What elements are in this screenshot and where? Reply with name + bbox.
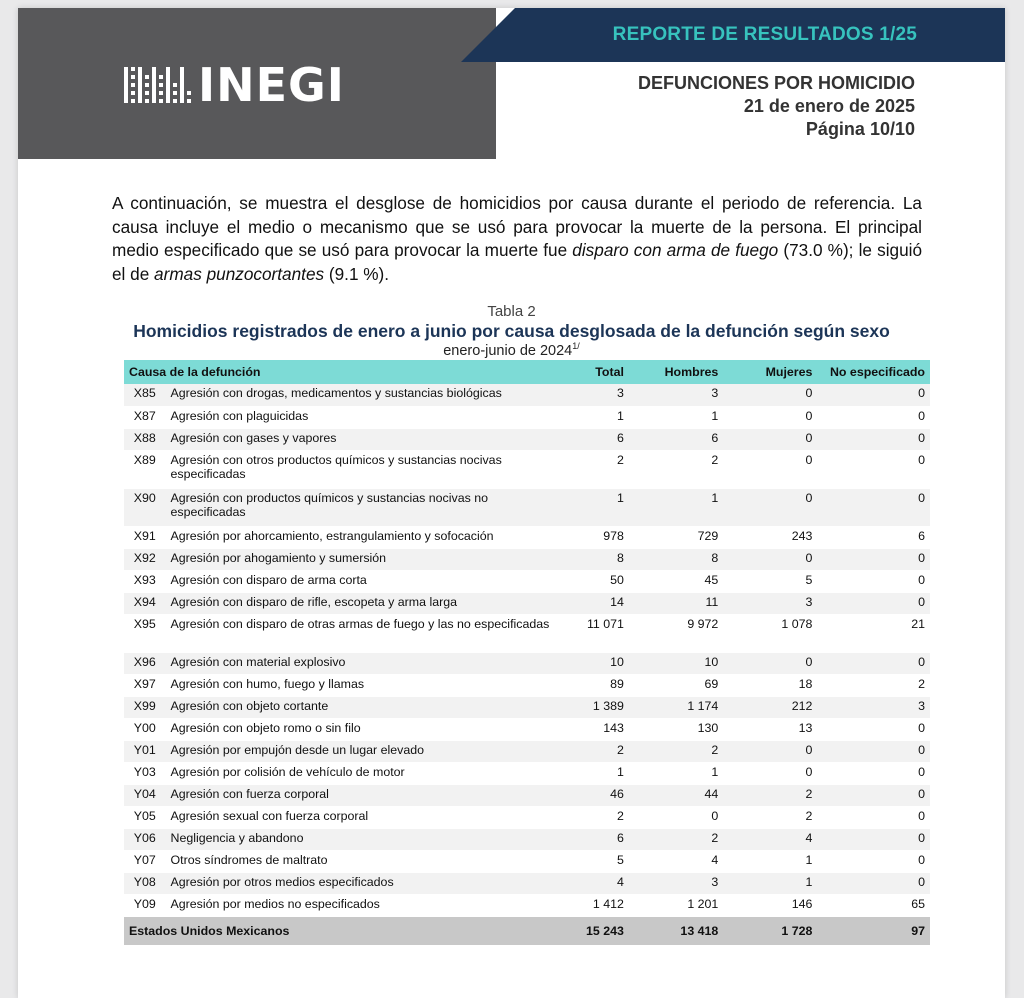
row-mujeres: 2 [723, 806, 817, 828]
row-no-especificado: 0 [817, 806, 930, 828]
table-row [124, 718, 930, 740]
row-description: Agresión con drogas, medicamentos y sustancias biológicas [166, 384, 561, 406]
row-code: X88 [124, 428, 166, 450]
row-hombres: 1 [629, 406, 723, 428]
intro-text-2: (73.0 %); le siguió el de [112, 240, 923, 284]
row-mujeres: 212 [723, 696, 817, 718]
table-row [124, 850, 930, 872]
row-code: Y00 [124, 718, 166, 740]
row-code: X87 [124, 406, 166, 428]
header-mujeres: Mujeres [723, 360, 817, 384]
row-mujeres: 3 [723, 592, 817, 614]
inegi-logo [122, 58, 345, 112]
row-code: X94 [124, 592, 166, 614]
header-total: Total [560, 360, 628, 384]
row-no-especificado: 0 [817, 406, 930, 428]
row-code: Y04 [124, 784, 166, 806]
document-date: 21 de enero de 2025 [743, 96, 915, 116]
header-no-especificado: No especificado [817, 360, 930, 384]
table-row [124, 674, 930, 696]
row-no-especificado: 0 [817, 740, 930, 762]
row-mujeres: 0 [723, 762, 817, 784]
table-label: Tabla 2 [487, 303, 536, 320]
row-mujeres: 13 [723, 718, 817, 740]
row-description: Agresión por otros medios especificados [166, 872, 561, 894]
row-total: 1 412 [560, 894, 628, 916]
row-description: Agresión por ahorcamiento, estrangulamiento y sofocación [166, 526, 561, 548]
row-description: Agresión con otros productos químicos y sustancias nocivas especificadas [166, 450, 561, 488]
row-description: Agresión con objeto romo o sin filo [166, 718, 561, 740]
table-row [124, 652, 930, 674]
row-description: Agresión sexual con fuerza corporal [166, 806, 561, 828]
row-no-especificado: 0 [817, 718, 930, 740]
row-no-especificado: 0 [817, 548, 930, 570]
row-mujeres: 2 [723, 784, 817, 806]
row-description: Agresión con disparo de rifle, escopeta y arma larga [166, 592, 561, 614]
row-description: Agresión por empujón desde un lugar elevado [166, 740, 561, 762]
row-hombres: 2 [629, 828, 723, 850]
row-hombres: 69 [629, 674, 723, 696]
row-mujeres: 146 [723, 894, 817, 916]
row-hombres: 44 [629, 784, 723, 806]
row-total: 143 [560, 718, 628, 740]
row-description: Agresión con plaguicidas [166, 406, 561, 428]
row-no-especificado: 0 [817, 872, 930, 894]
document-page [18, 8, 1005, 998]
row-description: Agresión por ahogamiento y sumersión [166, 548, 561, 570]
row-hombres: 4 [629, 850, 723, 872]
row-no-especificado: 0 [817, 828, 930, 850]
row-hombres: 11 [629, 592, 723, 614]
row-mujeres: 243 [723, 526, 817, 548]
document-info [638, 72, 915, 141]
table-row [124, 406, 930, 428]
row-hombres: 729 [629, 526, 723, 548]
row-description: Agresión con objeto cortante [166, 696, 561, 718]
row-code: X91 [124, 526, 166, 548]
row-description: Agresión con humo, fuego y llamas [166, 674, 561, 696]
row-hombres: 6 [629, 428, 723, 450]
row-hombres: 1 201 [629, 894, 723, 916]
row-description: Agresión con fuerza corporal [166, 784, 561, 806]
row-code: Y09 [124, 894, 166, 916]
row-description: Agresión por medios no especificados [166, 894, 561, 916]
row-description: Agresión con material explosivo [166, 652, 561, 674]
row-hombres: 2 [629, 740, 723, 762]
table-row [124, 614, 930, 652]
row-hombres: 3 [629, 872, 723, 894]
row-hombres: 1 [629, 762, 723, 784]
row-total: 1 [560, 406, 628, 428]
row-description: Negligencia y abandono [166, 828, 561, 850]
header-causa: Causa de la defunción [124, 360, 560, 384]
row-no-especificado: 3 [817, 696, 930, 718]
row-description: Agresión con productos químicos y sustancias nocivas no especificadas [166, 488, 561, 526]
row-total: 50 [560, 570, 628, 592]
row-total: 1 [560, 488, 628, 526]
row-total: 10 [560, 652, 628, 674]
row-no-especificado: 0 [817, 784, 930, 806]
page-number: Página 10/10 [805, 119, 915, 139]
row-mujeres: 0 [723, 384, 817, 406]
row-mujeres: 1 [723, 872, 817, 894]
row-code: X96 [124, 652, 166, 674]
row-no-especificado: 21 [817, 614, 930, 652]
row-mujeres: 0 [723, 428, 817, 450]
table-row [124, 784, 930, 806]
row-description: Agresión con disparo de arma corta [166, 570, 561, 592]
row-total: 89 [560, 674, 628, 696]
table-row [124, 592, 930, 614]
intro-text-1: A continuación, se muestra el desglose de homicidios por causa durante el periodo de referencia. La causa incluye el medio o mecanismo que se usó para provocar la muerte de la persona. El principal medio especificado que se usó para provocar la muerte fue [112, 193, 922, 260]
intro-text-3: (9.1 %). [324, 263, 390, 284]
total-total: 15 243 [560, 916, 628, 945]
row-mujeres: 1 078 [723, 614, 817, 652]
table-body [124, 384, 930, 945]
row-hombres: 9 972 [629, 614, 723, 652]
row-total: 46 [560, 784, 628, 806]
row-hombres: 1 [629, 488, 723, 526]
row-total: 2 [560, 740, 628, 762]
row-mujeres: 5 [723, 570, 817, 592]
row-total: 4 [560, 872, 628, 894]
row-no-especificado: 2 [817, 674, 930, 696]
row-mujeres: 4 [723, 828, 817, 850]
row-code: X89 [124, 450, 166, 488]
table-subtitle [18, 341, 1005, 359]
table-row [124, 872, 930, 894]
row-code: Y07 [124, 850, 166, 872]
row-mujeres: 0 [723, 488, 817, 526]
row-no-especificado: 0 [817, 762, 930, 784]
row-no-especificado: 0 [817, 850, 930, 872]
inegi-logo-dots-icon [122, 65, 192, 105]
total-label: Estados Unidos Mexicanos [124, 916, 560, 945]
row-no-especificado: 0 [817, 652, 930, 674]
table-title: Homicidios registrados de enero a junio por causa desglosada de la defunción según sexo [133, 321, 890, 341]
row-code: Y03 [124, 762, 166, 784]
table-row [124, 894, 930, 916]
row-total: 11 071 [560, 614, 628, 652]
table-row [124, 740, 930, 762]
row-mujeres: 18 [723, 674, 817, 696]
row-no-especificado: 6 [817, 526, 930, 548]
row-mujeres: 0 [723, 406, 817, 428]
row-no-especificado: 0 [817, 488, 930, 526]
row-total: 5 [560, 850, 628, 872]
row-description: Agresión con disparo de otras armas de fuego y las no especificadas [166, 614, 561, 652]
row-hombres: 45 [629, 570, 723, 592]
row-code: Y01 [124, 740, 166, 762]
row-total: 978 [560, 526, 628, 548]
row-code: X85 [124, 384, 166, 406]
table-subtitle-text: enero-junio de 2024 [443, 342, 573, 359]
row-no-especificado: 0 [817, 428, 930, 450]
row-total: 3 [560, 384, 628, 406]
row-hombres: 8 [629, 548, 723, 570]
intro-emphasis-2: armas punzocortantes [154, 263, 325, 284]
row-code: Y08 [124, 872, 166, 894]
row-total: 1 [560, 762, 628, 784]
row-mujeres: 0 [723, 652, 817, 674]
row-mujeres: 0 [723, 740, 817, 762]
row-code: Y06 [124, 828, 166, 850]
total-row [124, 916, 930, 945]
row-description: Agresión con gases y vapores [166, 428, 561, 450]
table-row [124, 762, 930, 784]
table-row [124, 488, 930, 526]
report-title: REPORTE DE RESULTADOS 1/25 [612, 24, 917, 45]
table-row [124, 526, 930, 548]
row-code: X99 [124, 696, 166, 718]
row-mujeres: 0 [723, 450, 817, 488]
row-hombres: 1 174 [629, 696, 723, 718]
table-row [124, 548, 930, 570]
total-mujeres: 1 728 [723, 916, 817, 945]
table-row [124, 806, 930, 828]
logo-text: INEGI [198, 58, 345, 112]
row-total: 2 [560, 450, 628, 488]
row-hombres: 10 [629, 652, 723, 674]
row-mujeres: 1 [723, 850, 817, 872]
row-mujeres: 0 [723, 548, 817, 570]
row-code: X95 [124, 614, 166, 652]
document-title: DEFUNCIONES POR HOMICIDIO [637, 73, 915, 93]
row-code: X92 [124, 548, 166, 570]
table-row [124, 570, 930, 592]
total-no-especificado: 97 [817, 916, 930, 945]
row-code: X90 [124, 488, 166, 526]
row-total: 1 389 [560, 696, 628, 718]
table-row [124, 696, 930, 718]
row-description: Otros síndromes de maltrato [166, 850, 561, 872]
row-no-especificado: 0 [817, 570, 930, 592]
footnote-mark: 1/ [572, 341, 580, 351]
table-row [124, 384, 930, 406]
row-no-especificado: 0 [817, 384, 930, 406]
row-description: Agresión por colisión de vehículo de motor [166, 762, 561, 784]
row-total: 14 [560, 592, 628, 614]
row-hombres: 2 [629, 450, 723, 488]
table-header-row [124, 360, 930, 384]
table-row [124, 428, 930, 450]
intro-emphasis-1: disparo con arma de fuego [572, 240, 779, 260]
row-total: 2 [560, 806, 628, 828]
row-no-especificado: 0 [817, 592, 930, 614]
row-code: X93 [124, 570, 166, 592]
table-row [124, 828, 930, 850]
row-total: 8 [560, 548, 628, 570]
header-hombres: Hombres [629, 360, 723, 384]
row-total: 6 [560, 428, 628, 450]
row-code: X97 [124, 674, 166, 696]
total-hombres: 13 418 [629, 916, 723, 945]
intro-paragraph [112, 192, 922, 286]
row-hombres: 130 [629, 718, 723, 740]
row-total: 6 [560, 828, 628, 850]
row-no-especificado: 65 [817, 894, 930, 916]
row-hombres: 3 [629, 384, 723, 406]
row-hombres: 0 [629, 806, 723, 828]
table-row [124, 450, 930, 488]
row-code: Y05 [124, 806, 166, 828]
row-no-especificado: 0 [817, 450, 930, 488]
homicides-table [124, 360, 930, 946]
